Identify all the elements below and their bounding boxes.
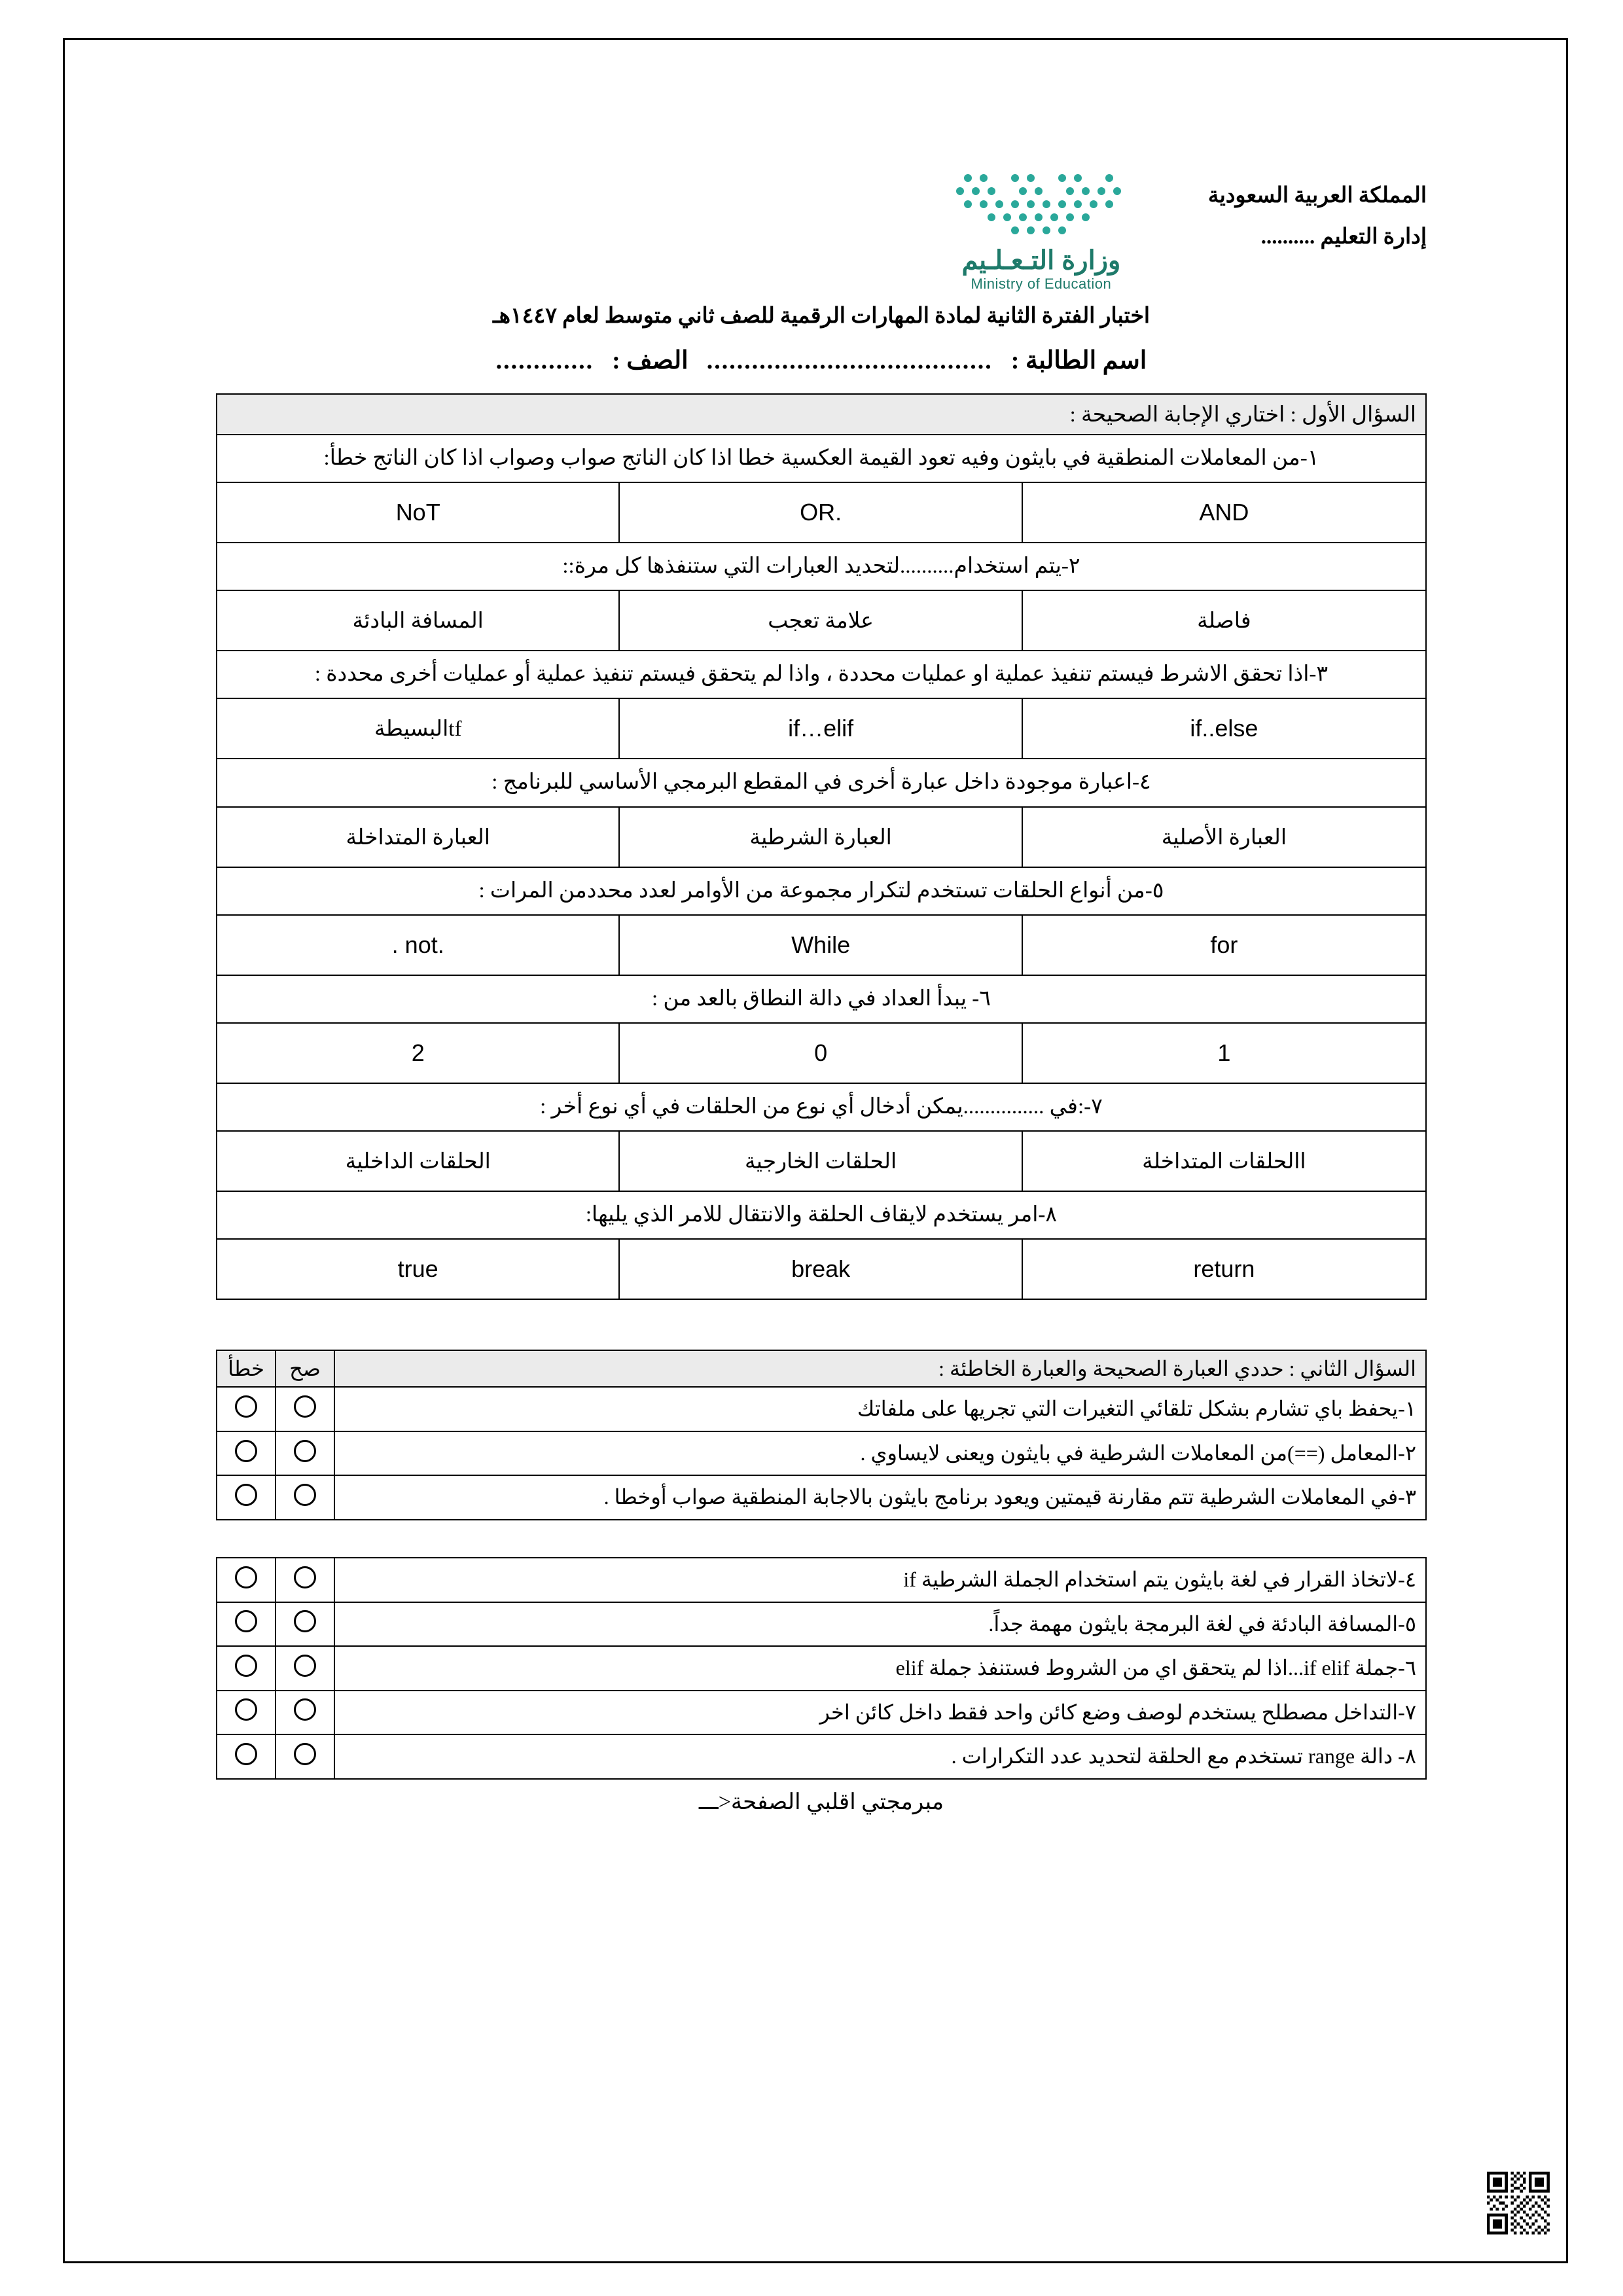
q2-statement-3: ٣-في المعاملات الشرطية تتم مقارنة قيمتين ويعود برنامج بايثون بالاجابة المنطقية صواب أوخطا . <box>334 1475 1426 1520</box>
q2-statement-6: ٦-جملة if elif...اذا لم يتحقق اي من الشروط فستنفذ جملة elif <box>334 1646 1426 1691</box>
q2-statement-6-true-option[interactable] <box>276 1646 334 1691</box>
q1-item-2-option-a[interactable]: فاصلة <box>1022 590 1426 651</box>
ministry-logo-english-label: Ministry of Education <box>971 276 1112 292</box>
q1-item-6-option-c[interactable]: 2 <box>217 1023 619 1083</box>
q1-item-6-prompt-row <box>217 975 1426 1023</box>
q2-statement-8-true-option[interactable] <box>276 1734 334 1779</box>
table-row <box>217 1387 1426 1431</box>
q1-item-5-prompt: ٥-من أنواع الحلقات تستخدم لتكرار مجموعة من الأوامر لعدد محددمن المرات : <box>217 867 1426 915</box>
q2-statement-5-false-option[interactable] <box>217 1602 276 1647</box>
q1-item-3-prompt-row <box>217 651 1426 698</box>
table-row <box>217 1734 1426 1779</box>
question-two-heading: السؤال الثاني : حددي العبارة الصحيحة والعبارة الخاطئة : <box>334 1350 1426 1387</box>
radio-circle-icon[interactable] <box>294 1610 316 1632</box>
q1-item-3-prompt: ٣-اذا تحقق الاشرط فيستم تنفيذ عملية او عمليات محددة ، واذا لم يتحقق فيستم تنفيذ عملية أو عمليات أخرى محددة : <box>217 651 1426 698</box>
qr-code-icon <box>1487 2172 1550 2234</box>
q1-item-2-prompt-row <box>217 543 1426 590</box>
q1-item-8-option-c[interactable]: true <box>217 1239 619 1299</box>
q1-item-6-option-b[interactable]: 0 <box>619 1023 1022 1083</box>
q1-item-7-options-row <box>217 1131 1426 1191</box>
q1-item-8-option-b[interactable]: break <box>619 1239 1022 1299</box>
q1-item-6-option-a[interactable]: 1 <box>1022 1023 1426 1083</box>
document-header <box>216 164 1427 314</box>
radio-circle-icon[interactable] <box>235 1610 257 1632</box>
table-row <box>217 1558 1426 1602</box>
table-row <box>217 1602 1426 1647</box>
table-row <box>217 1691 1426 1735</box>
q2-statement-1: ١-يحفظ باي تشارم بشكل تلقائي التغيرات التي تجريها على ملفاتك <box>334 1387 1426 1431</box>
table-row <box>217 1475 1426 1520</box>
q1-item-4-option-b[interactable]: العبارة الشرطية <box>619 807 1022 867</box>
q2-statement-5-true-option[interactable] <box>276 1602 334 1647</box>
table-row <box>217 1431 1426 1476</box>
radio-circle-icon[interactable] <box>235 1698 257 1721</box>
q2-statement-2-true-option[interactable] <box>276 1431 334 1476</box>
radio-circle-icon[interactable] <box>235 1395 257 1418</box>
q2-statement-2: ٢-المعامل (==)من المعاملات الشرطية في بايثون ويعنى لايساوي . <box>334 1431 1426 1476</box>
q1-item-6-options-row <box>217 1023 1426 1083</box>
q2-statement-4: ٤-لاتخاذ القرار في لغة بايثون يتم استخدام الجملة الشرطية if <box>334 1558 1426 1602</box>
q1-item-1-options-row <box>217 482 1426 543</box>
radio-circle-icon[interactable] <box>235 1743 257 1765</box>
question-two-table-a <box>216 1350 1427 1520</box>
q1-item-1-option-b[interactable]: OR. <box>619 482 1022 543</box>
question-one-table <box>216 393 1427 1300</box>
radio-circle-icon[interactable] <box>235 1566 257 1588</box>
q2-statement-7-false-option[interactable] <box>217 1691 276 1735</box>
q1-item-3-option-a[interactable]: if..else <box>1022 698 1426 759</box>
q1-item-5-option-a[interactable]: for <box>1022 915 1426 975</box>
class-label: الصف : <box>612 347 688 374</box>
q1-item-2-prompt: ٢-يتم استخدام..........لتحديد العبارات التي ستنفذها كل مرة:: <box>217 543 1426 590</box>
document-content <box>216 164 1427 1815</box>
radio-circle-icon[interactable] <box>294 1743 316 1765</box>
radio-circle-icon[interactable] <box>294 1698 316 1721</box>
q1-item-3-option-c[interactable]: tfالبسيطة <box>217 698 619 759</box>
q1-item-5-option-b[interactable]: While <box>619 915 1022 975</box>
q2-statement-2-false-option[interactable] <box>217 1431 276 1476</box>
radio-circle-icon[interactable] <box>294 1655 316 1677</box>
q1-item-7-option-a[interactable]: االحلقات المتداخلة <box>1022 1131 1426 1191</box>
exam-title: اختبار الفترة الثانية لمادة المهارات الرقمية للصف ثاني متوسط لعام ١٤٤٧هـ <box>492 304 1150 328</box>
ministry-logo <box>901 164 1182 293</box>
q1-item-4-option-c[interactable]: العبارة المتداخلة <box>217 807 619 867</box>
column-header-true: صح <box>276 1350 334 1387</box>
section-spacer-2 <box>216 1520 1427 1557</box>
q1-item-4-options-row <box>217 807 1426 867</box>
q1-item-6-prompt: ٦- يبدأ العداد في دالة النطاق بالعد من : <box>217 975 1426 1023</box>
q2-statement-8-false-option[interactable] <box>217 1734 276 1779</box>
q1-item-7-option-c[interactable]: الحلقات الداخلية <box>217 1131 619 1191</box>
table-row <box>217 1646 1426 1691</box>
q1-item-2-option-b[interactable]: علامة تعجب <box>619 590 1022 651</box>
ministry-logo-arabic-label: وزارة التـعـلـيم <box>961 246 1121 275</box>
radio-circle-icon[interactable] <box>294 1440 316 1462</box>
section-spacer-1 <box>216 1300 1427 1350</box>
q1-item-5-options-row <box>217 915 1426 975</box>
q1-item-7-prompt-row <box>217 1083 1426 1131</box>
q1-item-3-option-b[interactable]: if…elif <box>619 698 1022 759</box>
q2-statement-5: ٥-المسافة البادئة في لغة البرمجة بايثون مهمة جداً. <box>334 1602 1426 1647</box>
q2-statement-1-true-option[interactable] <box>276 1387 334 1431</box>
q1-item-8-prompt: ٨-امر يستخدم لايقاف الحلقة والانتقال للامر الذي يليها: <box>217 1191 1426 1239</box>
q1-item-1-option-a[interactable]: AND <box>1022 482 1426 543</box>
student-name-label: اسم الطالبة : <box>1010 347 1147 374</box>
question-one-heading-row <box>217 394 1426 435</box>
q1-item-8-options-row <box>217 1239 1426 1299</box>
q2-statement-4-false-option[interactable] <box>217 1558 276 1602</box>
q2-statement-6-false-option[interactable] <box>217 1646 276 1691</box>
q1-item-4-prompt: ٤-اعبارة موجودة داخل عبارة أخرى في المقطع البرمجي الأساسي للبرنامج : <box>217 759 1426 806</box>
radio-circle-icon[interactable] <box>294 1566 316 1588</box>
q1-item-7-option-b[interactable]: الحلقات الخارجية <box>619 1131 1022 1191</box>
question-one-heading: السؤال الأول : اختاري الإجابة الصحيحة : <box>217 394 1426 435</box>
q2-statement-7: ٧-التداخل مصطلح يستخدم لوصف وضع كائن واحد فقط داخل كائن اخر <box>334 1691 1426 1735</box>
education-admin-label: إدارة التعليم .......... <box>1260 224 1427 249</box>
q1-item-8-option-a[interactable]: return <box>1022 1239 1426 1299</box>
ministry-heading-block <box>1208 164 1427 257</box>
q1-item-4-option-a[interactable]: العبارة الأصلية <box>1022 807 1426 867</box>
question-two-table-b <box>216 1557 1427 1780</box>
q1-item-2-options-row <box>217 590 1426 651</box>
radio-circle-icon[interactable] <box>235 1484 257 1506</box>
q1-item-1-prompt-row <box>217 435 1426 482</box>
q1-item-3-options-row <box>217 698 1426 759</box>
q1-item-8-prompt-row <box>217 1191 1426 1239</box>
q1-item-7-prompt: ٧-:في ...............يمكن أدخال أي نوع من الحلقات في أي نوع أخر : <box>217 1083 1426 1131</box>
q1-item-1-prompt: ١-من المعاملات المنطقية في بايثون وفيه تعود القيمة العكسية خطا اذا كان الناتج صواب وصواب اذا كان الناتج خطأ: <box>217 435 1426 482</box>
radio-circle-icon[interactable] <box>294 1395 316 1418</box>
radio-circle-icon[interactable] <box>235 1440 257 1462</box>
kingdom-label: المملكة العربية السعودية <box>1207 184 1427 207</box>
q1-item-5-prompt-row <box>217 867 1426 915</box>
q2-statement-7-true-option[interactable] <box>276 1691 334 1735</box>
student-info-line <box>216 346 1427 375</box>
q1-item-1-option-c[interactable]: NoT <box>217 482 619 543</box>
q1-item-2-option-c[interactable]: المسافة البادئة <box>217 590 619 651</box>
q1-item-4-prompt-row <box>217 759 1426 806</box>
column-header-false: خطأ <box>217 1350 276 1387</box>
student-name-field[interactable]: ...................................... <box>706 347 993 374</box>
q2-statement-3-true-option[interactable] <box>276 1475 334 1520</box>
question-two-heading-row <box>217 1350 1426 1387</box>
q2-statement-8: ٨- دالة range تستخدم مع الحلقة لتحديد عدد التكرارات . <box>334 1734 1426 1779</box>
q1-item-5-option-c[interactable]: . not. <box>217 915 619 975</box>
q2-statement-1-false-option[interactable] <box>217 1387 276 1431</box>
ministry-logo-dots-icon <box>950 169 1133 241</box>
radio-circle-icon[interactable] <box>294 1484 316 1506</box>
q2-statement-3-false-option[interactable] <box>217 1475 276 1520</box>
class-field[interactable]: ............. <box>495 347 594 374</box>
radio-circle-icon[interactable] <box>235 1655 257 1677</box>
closing-note: مبرمجتي اقلبي الصفحة<ـــ <box>698 1789 944 1814</box>
q2-statement-4-true-option[interactable] <box>276 1558 334 1602</box>
